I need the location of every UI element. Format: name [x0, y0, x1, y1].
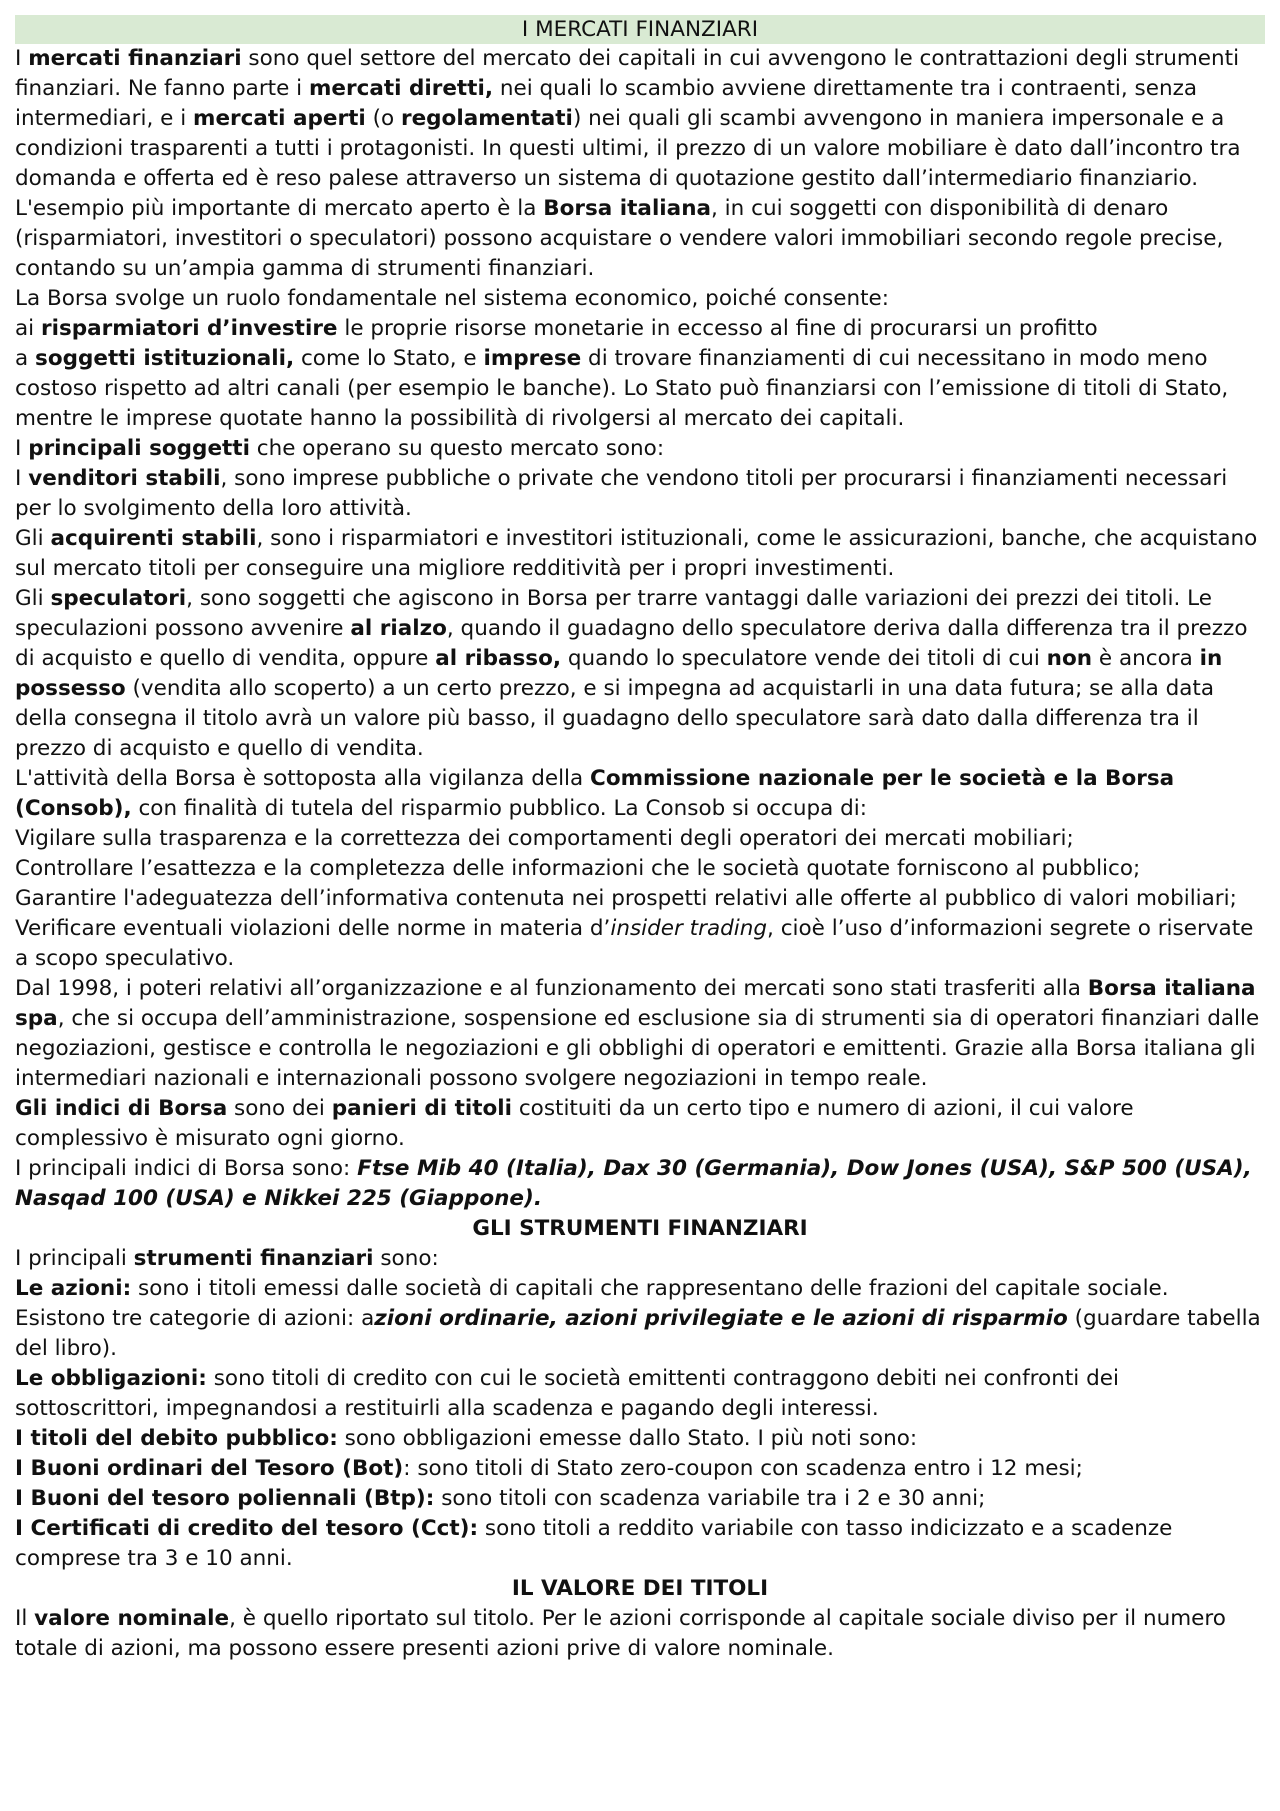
paragraph-borsa-italiana-spa: Dal 1998, i poteri relativi all’organizzazione e al funzionamento dei mercati sono stati trasferiti alla Borsa italiana spa, che si occupa dell’amministrazione, sospensione ed esclusione sia di strumenti sia di operatori finanziari dalle negoziazioni, gestisce e controlla le negoziazioni e gli obblighi di operatori e emittenti. Grazie alla Borsa italiana gli intermediari nazionali e internazionali possono svolgere negoziazioni in tempo reale.	[15, 976, 1260, 1091]
paragraph-speculatori: Gli speculatori, sono soggetti che agiscono in Borsa per trarre vantaggi dalle variazioni dei prezzi dei titoli. Le speculazioni possono avvenire al rialzo, quando il guadagno dello speculatore deriva dalla differenza tra il prezzo di acquisto e quello di vendita, oppure al ribasso, quando lo speculatore vende dei titoli di cui non è ancora in possesso (vendita allo scoperto) a un certo prezzo, e si impegna ad acquistarli in una data futura; se alla data della consegna il titolo avrà un valore più basso, il guadagno dello speculatore sarà dato dalla differenza tra il prezzo di acquisto e quello di vendita.	[15, 586, 1248, 761]
paragraph-principali-soggetti: I principali soggetti che operano su questo mercato sono:	[15, 436, 665, 461]
paragraph-venditori-stabili: I venditori stabili, sono imprese pubbliche o private che vendono titoli per procurarsi i finanziamenti necessari per lo svolgimento della loro attività.	[15, 466, 1228, 521]
paragraph-cct: I Certificati di credito del tesoro (Cct): sono titoli a reddito variabile con tasso indicizzato e a scadenze comprese tra 3 e 10 anni.	[15, 1516, 1173, 1571]
paragraph-soggetti-istituzionali: a soggetti istituzionali, come lo Stato, e imprese di trovare finanziamenti di cui necessitano in modo meno costoso rispetto ad altri canali (per esempio le banche). Lo Stato può finanziarsi con l’emissione di titoli di Stato, mentre le imprese quotate hanno la possibilità di rivolgersi al mercato dei capitali.	[15, 346, 1229, 431]
document-page	[15, 15, 1265, 1664]
paragraph-mercati-finanziari: I mercati finanziari sono quel settore del mercato dei capitali in cui avvengono le contrattazioni degli strumenti finanziari. Ne fanno parte i mercati diretti, nei quali lo scambio avviene direttamente tra i contraenti, senza intermediari, e i mercati aperti (o regolamentati) nei quali gli scambi avvengono in maniera impersonale e a condizioni trasparenti a tutti i protagonisti. In questi ultimi, il prezzo di un valore mobiliare è dato dall’incontro tra domanda e offerta ed è reso palese attraverso un sistema di quotazione gestito dall’intermediario finanziario.	[15, 46, 1241, 191]
paragraph-consob-verificare: Verificare eventuali violazioni delle norme in materia d’insider trading, cioè l’uso d’informazioni segrete o riservate a scopo speculativo.	[15, 916, 1254, 971]
paragraph-consob-controllare: Controllare l’esattezza e la completezza delle informazioni che le società quotate forniscono al pubblico;	[15, 856, 1141, 881]
paragraph-azioni: Le azioni: sono i titoli emessi dalle società di capitali che rappresentano delle frazioni del capitale sociale. Esistono tre categorie di azioni: azioni ordinarie, azioni privilegiate e le azioni di risparmio (guardare tabella del libro).	[15, 1276, 1261, 1361]
heading-strumenti-finanziari: GLI STRUMENTI FINANZIARI	[472, 1216, 808, 1241]
paragraph-obbligazioni: Le obbligazioni: sono titoli di credito con cui le società emittenti contraggono debiti nei confronti dei sottoscrittori, impegnandosi a restituirli alla scadenza e pagando degli interessi.	[15, 1366, 1119, 1421]
paragraph-acquirenti-stabili: Gli acquirenti stabili, sono i risparmiatori e investitori istituzionali, come le assicurazioni, banche, che acquistano sul mercato titoli per conseguire una migliore redditività per i propri investimenti.	[15, 526, 1258, 581]
paragraph-strumenti-intro: I principali strumenti finanziari sono:	[15, 1246, 439, 1271]
paragraph-principali-indici: I principali indici di Borsa sono: Ftse Mib 40 (Italia), Dax 30 (Germania), Dow Jones (USA), S&P 500 (USA), Nasqad 100 (USA) e Nikkei 225 (Giappone).	[15, 1156, 1252, 1211]
paragraph-consob: L'attività della Borsa è sottoposta alla vigilanza della Commissione nazionale per le società e la Borsa (Consob), con finalità di tutela del risparmio pubblico. La Consob si occupa di:	[15, 766, 1175, 821]
paragraph-debito-pubblico: I titoli del debito pubblico: sono obbligazioni emesse dallo Stato. I più noti sono:	[15, 1426, 918, 1451]
paragraph-borsa-italiana: L'esempio più importante di mercato aperto è la Borsa italiana, in cui soggetti con disponibilità di denaro (risparmiatori, investitori o speculatori) possono acquistare o vendere valori immobiliari secondo regole precise, contando su un’ampia gamma di strumenti finanziari.	[15, 196, 1224, 281]
paragraph-consob-vigilare: Vigilare sulla trasparenza e la correttezza dei comportamenti degli operatori dei mercati mobiliari;	[15, 826, 1074, 851]
paragraph-consob-garantire: Garantire l'adeguatezza dell’informativa contenuta nei prospetti relativi alle offerte al pubblico di valori mobiliari;	[15, 886, 1237, 911]
paragraph-bot: I Buoni ordinari del Tesoro (Bot): sono titoli di Stato zero-coupon con scadenza entro i 12 mesi;	[15, 1456, 1083, 1481]
paragraph-indici-borsa: Gli indici di Borsa sono dei panieri di titoli costituiti da un certo tipo e numero di azioni, il cui valore complessivo è misurato ogni giorno.	[15, 1096, 1134, 1151]
paragraph-btp: I Buoni del tesoro poliennali (Btp): sono titoli con scadenza variabile tra i 2 e 30 anni;	[15, 1486, 986, 1511]
paragraph-ruolo-borsa: La Borsa svolge un ruolo fondamentale nel sistema economico, poiché consente:	[15, 286, 890, 311]
heading-valore-titoli: IL VALORE DEI TITOLI	[511, 1576, 769, 1601]
paragraph-risparmiatori: ai risparmiatori d’investire le proprie risorse monetarie in eccesso al fine di procurarsi un profitto	[15, 316, 1098, 341]
document-title: I MERCATI FINANZIARI	[15, 15, 1265, 44]
paragraph-valore-nominale: Il valore nominale, è quello riportato sul titolo. Per le azioni corrisponde al capitale sociale diviso per il numero totale di azioni, ma possono essere presenti azioni prive di valore nominale.	[15, 1606, 1226, 1661]
